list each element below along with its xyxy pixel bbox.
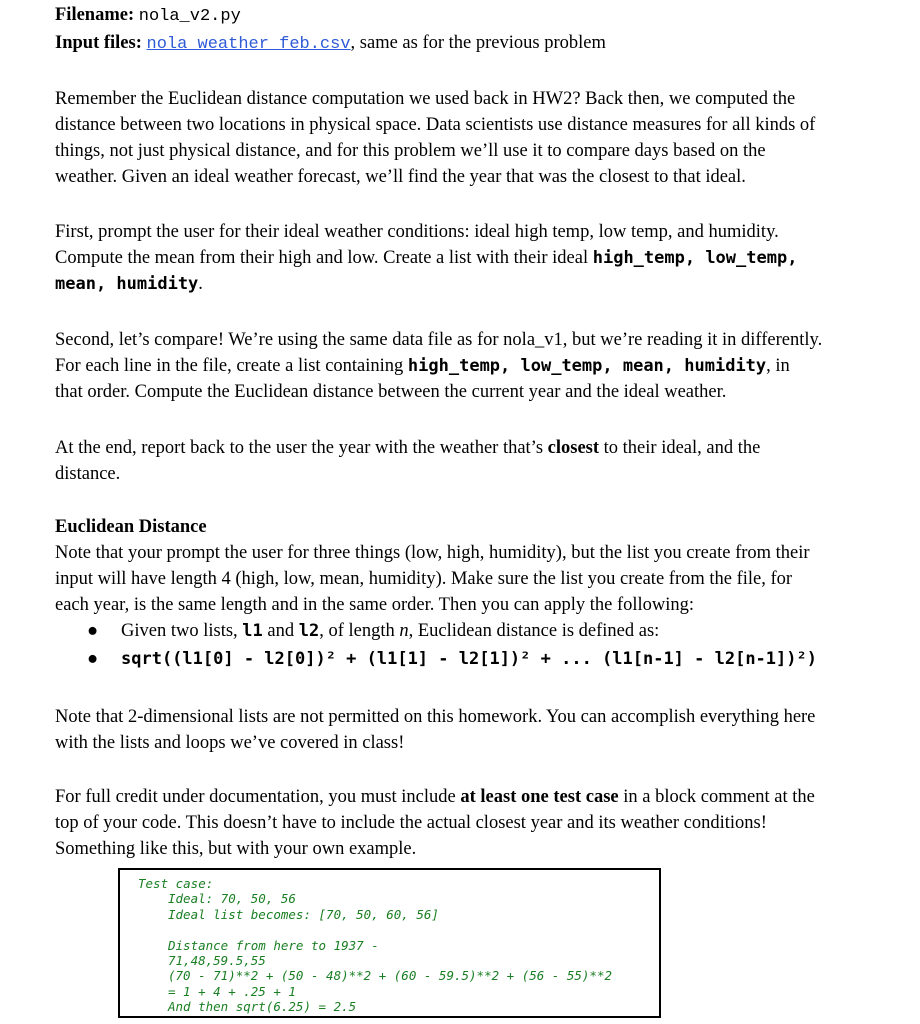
code-line: 71,48,59.5,55 bbox=[168, 953, 266, 969]
filename-value: nola_v2.py bbox=[138, 7, 241, 26]
italic-var: n bbox=[399, 621, 409, 641]
text-segment: . bbox=[198, 274, 203, 294]
text-segment: At the end, report back to the user the year with the weather that’s bbox=[55, 438, 548, 458]
code-line: And then sqrt(6.25) = 2.5 bbox=[168, 999, 357, 1015]
text-segment: Compute the mean from their high and low. Create a list with their ideal bbox=[55, 248, 593, 268]
text-line: Remember the Euclidean distance computation we used back in HW2? Back then, we computed the bbox=[55, 89, 796, 109]
text-line: Second, let’s compare! We’re using the same data file as for nola_v1, but we’re reading it in differently. bbox=[55, 330, 823, 350]
text-line: each year, is the same length and in the same order. Then you can apply the following: bbox=[55, 595, 695, 615]
prompt-paragraph bbox=[55, 219, 915, 297]
bullet-icon: ● bbox=[87, 621, 99, 641]
filename-label: Filename: bbox=[55, 5, 135, 25]
text-line: First, prompt the user for their ideal weather conditions: ideal high temp, low temp, and humidity. bbox=[55, 222, 779, 242]
text-line: with the lists and loops we’ve covered in class! bbox=[55, 733, 405, 753]
inline-code: l1 bbox=[242, 621, 263, 641]
input-files-label: Input files: bbox=[55, 33, 142, 53]
documentation-paragraph bbox=[55, 784, 915, 862]
list-item bbox=[55, 646, 915, 674]
code-line: = 1 + 4 + .25 + 1 bbox=[168, 983, 296, 999]
list-item: ● Given two lists, l1 and l2, of length n, Euclidean distance is defined as: bbox=[55, 618, 915, 646]
code-line: Distance from here to 1937 - bbox=[168, 937, 379, 953]
code-line: (70 - 71)**2 + (50 - 48)**2 + (60 - 59.5)**2 + (56 - 55)**2 bbox=[168, 968, 613, 984]
test-case-codebox bbox=[118, 868, 661, 1018]
code-line: Test case: bbox=[138, 876, 214, 891]
code-line bbox=[138, 922, 659, 937]
code-line: Ideal list becomes: [70, 50, 60, 56] bbox=[168, 906, 439, 922]
input-files-suffix: , same as for the previous problem bbox=[350, 33, 606, 53]
filename-line bbox=[55, 2, 915, 30]
text-line: Note that 2-dimensional lists are not permitted on this homework. You can accomplish everything here bbox=[55, 707, 816, 727]
report-paragraph bbox=[55, 435, 915, 487]
compare-paragraph bbox=[55, 327, 915, 405]
bold-text: at least one test case bbox=[460, 787, 619, 807]
text-line: distance. bbox=[55, 464, 121, 484]
text-line bbox=[55, 245, 915, 271]
text-line: For full credit under documentation, you must include at least one test case in a block comment at the bbox=[55, 787, 815, 807]
text-segment: , in bbox=[766, 356, 790, 376]
text-line bbox=[55, 435, 915, 461]
bullet-list bbox=[55, 618, 915, 674]
text-line: that order. Compute the Euclidean distance between the current year and the ideal weather. bbox=[55, 382, 727, 402]
inline-code: high_temp, low_temp, mean, humidity bbox=[407, 356, 767, 376]
text-line bbox=[55, 353, 915, 379]
code-line: Ideal: 70, 50, 56 bbox=[168, 891, 296, 907]
input-files-line bbox=[55, 30, 915, 58]
inline-code: l2 bbox=[298, 621, 320, 641]
inline-code: high_temp, low_temp, bbox=[592, 248, 798, 268]
section-heading: Euclidean Distance bbox=[55, 517, 207, 537]
text-line bbox=[55, 271, 915, 297]
text-line: input will have length 4 (high, low, mean, humidity). Make sure the list you create from the file, for bbox=[55, 569, 793, 589]
note-paragraph bbox=[55, 704, 915, 756]
intro-paragraph bbox=[55, 86, 915, 190]
text-line: top of your code. This doesn’t have to include the actual closest year and its weather conditions! bbox=[55, 813, 767, 833]
text-line: Something like this, but with your own example. bbox=[55, 839, 417, 859]
input-file-link[interactable]: nola_weather_feb.csv bbox=[146, 35, 351, 54]
bullet-icon: ● bbox=[87, 649, 99, 669]
euclidean-section bbox=[55, 514, 915, 674]
text-line: weather. Given an ideal weather forecast, we’ll find the year that was the closest to that ideal. bbox=[55, 167, 746, 187]
inline-code: mean, humidity bbox=[55, 274, 199, 294]
text-line: Note that your prompt the user for three things (low, high, humidity), but the list you create from their bbox=[55, 543, 810, 563]
text-line: things, not just physical distance, and for this problem we’ll use it to compare days based on the bbox=[55, 141, 766, 161]
formula-code: sqrt((l1[0] - l2[0])² + (l1[1] - l2[1])² + ... (l1[n-1] - l2[n-1])²) bbox=[121, 649, 817, 669]
text-segment: For each line in the file, create a list containing bbox=[55, 356, 408, 376]
text-line: distance between two locations in physical space. Data scientists use distance measures for all kinds of bbox=[55, 115, 816, 135]
text-segment: to their ideal, and the bbox=[599, 438, 761, 458]
bold-text: closest bbox=[547, 438, 600, 458]
